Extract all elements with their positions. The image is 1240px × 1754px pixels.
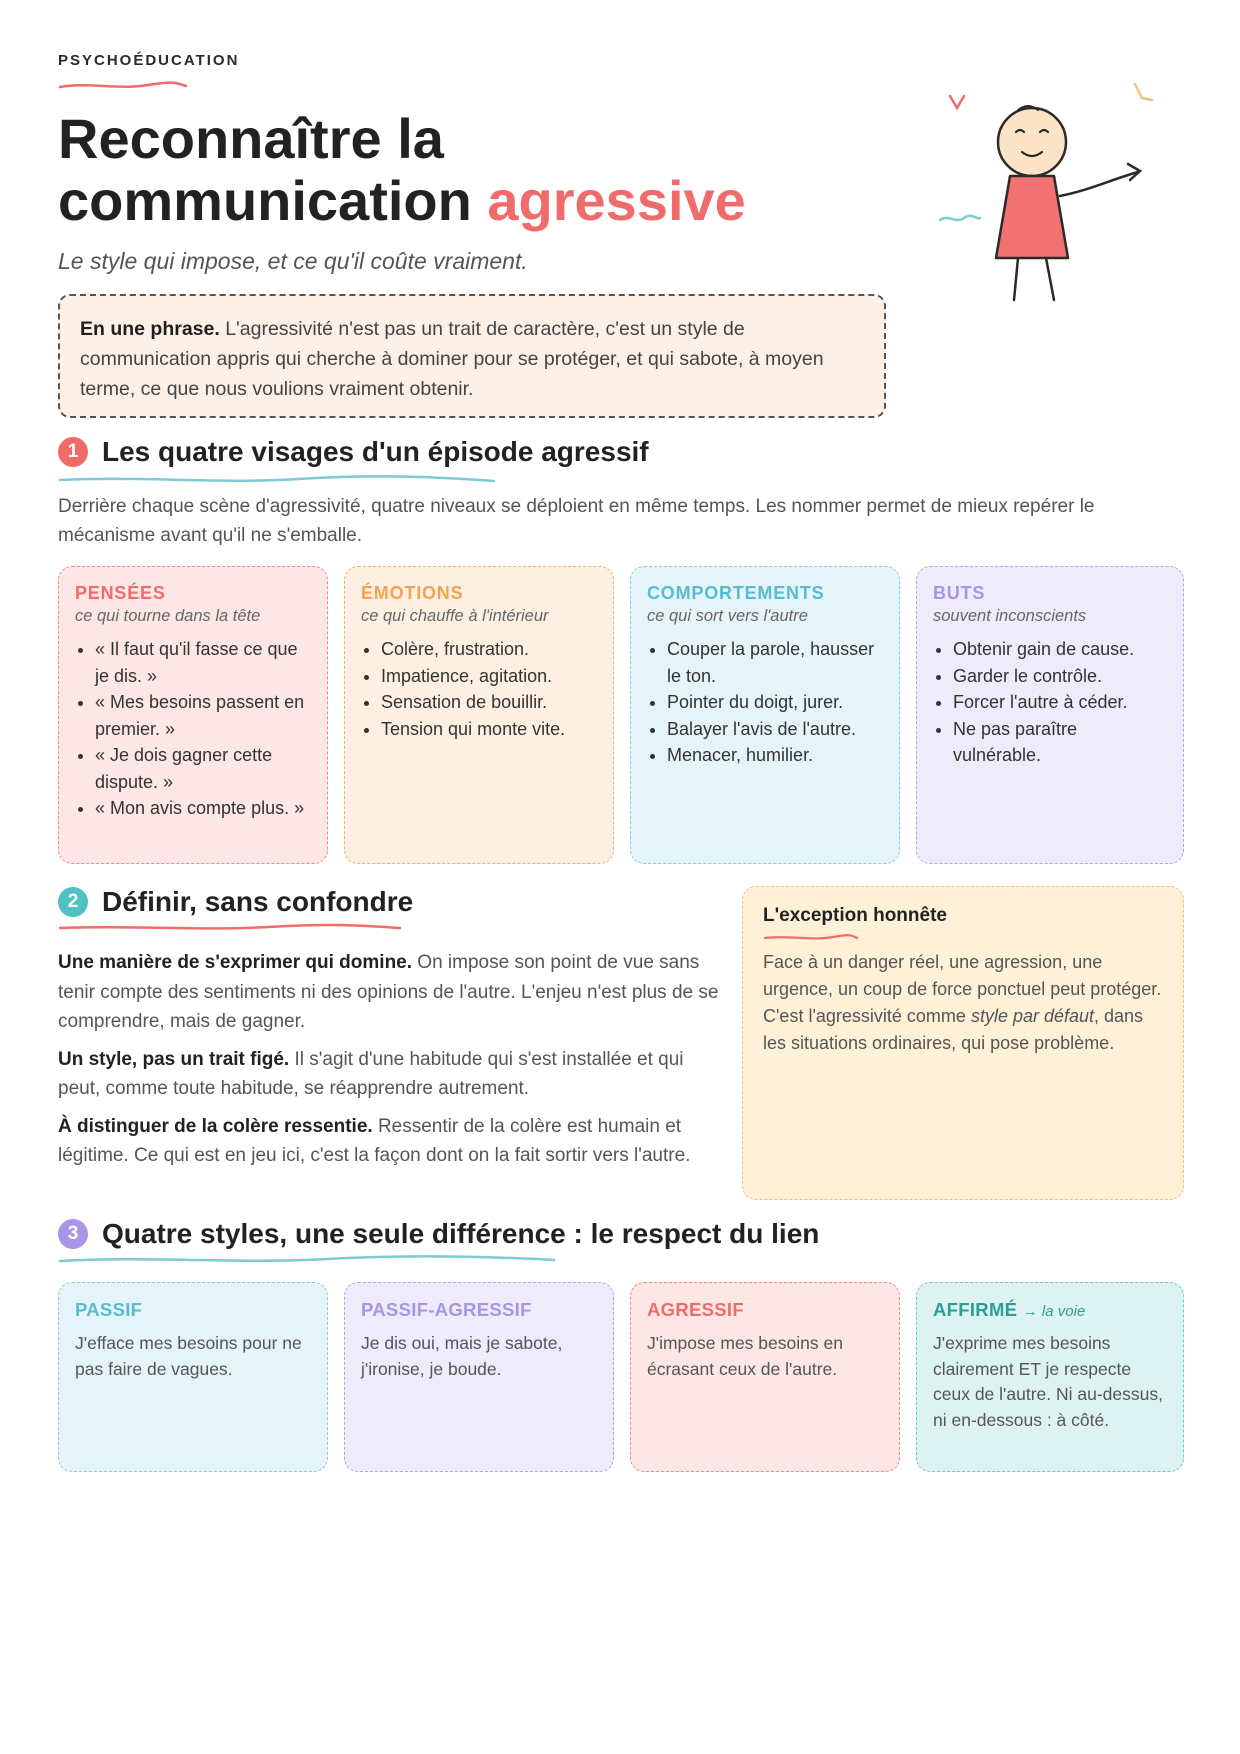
definition-body: On impose son point de vue sans tenir compte des sentiments ni des opinions de l'autre. L'enjeu n'est plus de se comprendre, mais de gagner. [58, 952, 719, 1032]
kicker-underline [58, 80, 188, 92]
aside-exception [742, 886, 1184, 1200]
aside-text-emphasis: style par défaut [970, 1006, 1095, 1026]
section-2-title: Définir, sans confondre [102, 886, 414, 917]
style-text: J'exprime mes besoins clairement ET je respecte ceux de l'autre. Ni au-dessus, ni en-dessous : à côté. [933, 1333, 1163, 1430]
style-title: PASSIF [75, 1299, 143, 1320]
style-card-passif-agressif [344, 1282, 614, 1472]
card-list [75, 636, 311, 822]
stick-figure-illustration [930, 80, 1170, 310]
list-item: • « Il faut qu'il fasse ce que je dis. » [95, 636, 311, 689]
section-3-title: Quatre styles, une seule différence : le respect du lien [102, 1218, 820, 1249]
list-item: • « Je dois gagner cette dispute. » [95, 742, 311, 795]
aside-text-part: , dans les situations ordinaires, qui pose problème. [763, 1006, 1144, 1053]
style-card-passif [58, 1282, 328, 1472]
card-pensees [58, 566, 328, 864]
card-title: PENSÉES [75, 583, 166, 603]
list-item: • Pointer du doigt, jurer. [667, 689, 883, 716]
definition-lead: Une manière de s'exprimer qui domine. [58, 952, 413, 973]
definition-text [58, 948, 724, 1179]
section-2-underline [58, 922, 404, 934]
summary-box [58, 294, 886, 418]
definition-lead: À distinguer de la colère ressentie. [58, 1115, 373, 1137]
style-title: PASSIF-AGRESSIF [361, 1299, 532, 1320]
style-title-note: → la voie [1022, 1303, 1086, 1320]
definition-body: Il s'agit d'une habitude qui s'est installée et qui peut, comme toute habitude, se réapprendre autrement. [58, 1048, 684, 1099]
card-list [361, 636, 597, 742]
summary-label: En une phrase. [80, 318, 220, 340]
style-text: J'impose mes besoins en écrasant ceux de l'autre. [647, 1333, 843, 1379]
definition-lead: Un style, pas un trait figé. [58, 1048, 290, 1070]
section-1-number: 1 [58, 437, 88, 467]
list-item: • Sensation de bouillir. [381, 689, 597, 716]
card-comportements [630, 566, 900, 864]
section-3-heading [58, 1218, 819, 1250]
kicker: PSYCHOÉDUCATION [58, 52, 240, 69]
style-text: J'efface mes besoins pour ne pas faire de vagues. [75, 1333, 302, 1379]
card-title: COMPORTEMENTS [647, 583, 825, 603]
aside-title: L'exception honnête [763, 905, 947, 926]
list-item: • Impatience, agitation. [381, 663, 597, 690]
style-title-text: AFFIRMÉ [933, 1299, 1018, 1320]
aside-underline [763, 933, 859, 943]
card-subtitle: souvent inconscients [933, 607, 1087, 625]
definition-paragraph [58, 1045, 724, 1104]
title-accent: agressive [487, 169, 746, 232]
definition-body: Ressentir de la colère est humain et légitime. Ce qui est en jeu ici, c'est la façon dont on la fait sortir vers l'autre. [58, 1115, 691, 1166]
list-item: • Forcer l'autre à céder. [953, 689, 1167, 716]
card-emotions [344, 566, 614, 864]
aside-text [763, 949, 1163, 1057]
summary-text: L'agressivité n'est pas un trait de caractère, c'est un style de communication appris qui cherche à dominer pour se protéger, et qui sabote, à moyen terme, ce que nous voulions vraiment obtenir. [80, 318, 824, 400]
card-subtitle: ce qui sort vers l'autre [647, 607, 808, 625]
card-list [933, 636, 1167, 769]
style-title [933, 1299, 1167, 1321]
list-item: • Garder le contrôle. [953, 663, 1167, 690]
list-item: • Couper la parole, hausser le ton. [667, 636, 883, 689]
card-buts [916, 566, 1184, 864]
list-item: • Tension qui monte vite. [381, 716, 597, 743]
list-item: • Balayer l'avis de l'autre. [667, 716, 883, 743]
card-subtitle: ce qui chauffe à l'intérieur [361, 607, 549, 625]
list-item: • « Mon avis compte plus. » [95, 795, 311, 822]
card-title: ÉMOTIONS [361, 583, 464, 603]
list-item: • Obtenir gain de cause. [953, 636, 1167, 663]
style-title: AGRESSIF [647, 1299, 744, 1320]
definition-paragraph [58, 948, 724, 1037]
list-item: • Menacer, humilier. [667, 742, 883, 769]
title-line-2: communication [58, 169, 472, 232]
section-1-underline [58, 474, 498, 486]
title-line-1: Reconnaître la [58, 107, 444, 170]
card-subtitle: ce qui tourne dans la tête [75, 607, 261, 625]
section-3-number: 3 [58, 1219, 88, 1249]
card-list [647, 636, 883, 769]
style-text: Je dis oui, mais je sabote, j'ironise, je boude. [361, 1333, 563, 1379]
list-item: • Ne pas paraître vulnérable. [953, 716, 1167, 769]
style-card-agressif [630, 1282, 900, 1472]
page-title [58, 108, 746, 232]
list-item: • Colère, frustration. [381, 636, 597, 663]
section-1-intro: Derrière chaque scène d'agressivité, quatre niveaux se déploient en même temps. Les nommer permet de mieux repérer le mécanisme avant qu'il ne s'emballe. [58, 496, 1095, 546]
section-2-number: 2 [58, 887, 88, 917]
section-1-heading [58, 436, 649, 468]
section-2-heading [58, 886, 413, 918]
subtitle: Le style qui impose, et ce qu'il coûte vraiment. [58, 248, 528, 274]
list-item: • « Mes besoins passent en premier. » [95, 689, 311, 742]
section-3-underline [58, 1254, 558, 1266]
card-title: BUTS [933, 583, 986, 603]
aside-text-part: Face à un danger réel, une agression, une urgence, un coup de force ponctuel peut protéger. C'est l'agressivité comme [763, 952, 1162, 1026]
section-1-title: Les quatre visages d'un épisode agressif [102, 436, 649, 467]
style-card-affirme [916, 1282, 1184, 1472]
definition-paragraph [58, 1112, 724, 1171]
